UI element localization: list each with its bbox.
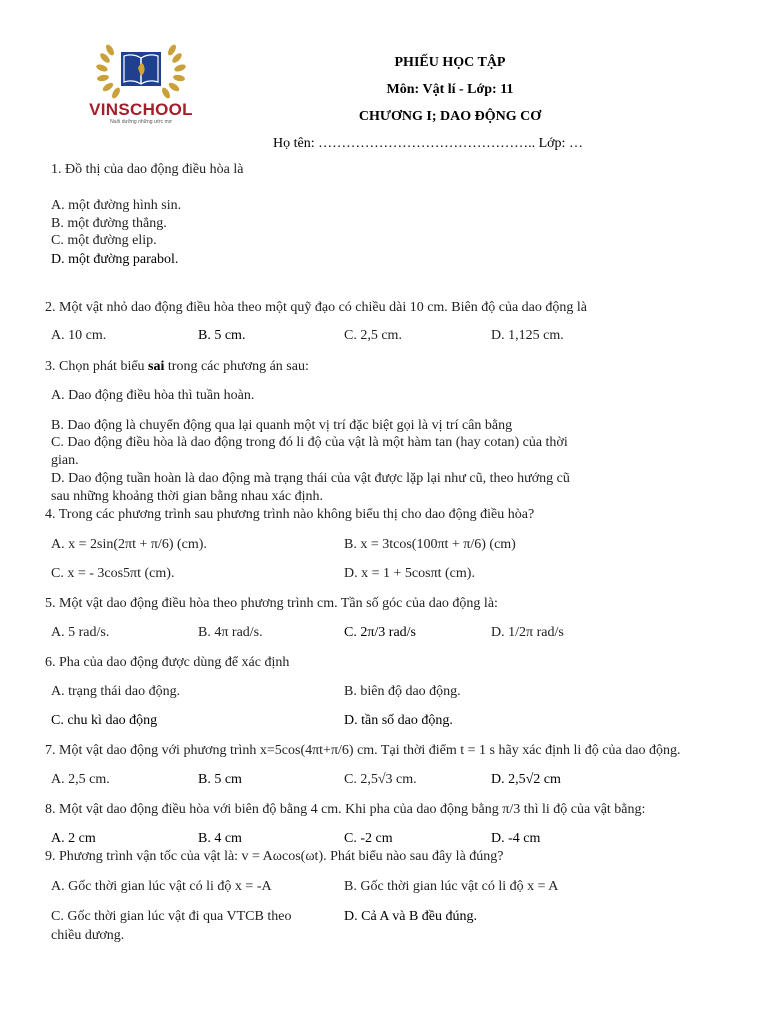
question-6-option-d: D. tần số dao động. bbox=[344, 713, 453, 728]
question-5-stem: 5. Một vật dao động điều hòa theo phương trình cm. Tần số góc của dao động là: bbox=[45, 596, 498, 611]
question-1-option-b: B. một đường thẳng. bbox=[51, 216, 167, 231]
question-3-option-c-cont: gian. bbox=[51, 453, 79, 468]
question-1-option-c: C. một đường elip. bbox=[51, 233, 157, 248]
question-3-stem: 3. Chọn phát biểu sai trong các phương án sau: bbox=[45, 359, 309, 374]
worksheet-title: PHIẾU HỌC TẬP bbox=[394, 55, 506, 70]
question-8-option-c: C. -2 cm bbox=[344, 831, 393, 846]
question-6-option-b: B. biên độ dao động. bbox=[344, 684, 461, 699]
question-6-option-c: C. chu kì dao động bbox=[51, 713, 158, 728]
question-9-option-a: A. Gốc thời gian lúc vật có li độ x = -A bbox=[51, 879, 272, 894]
question-8-option-a: A. 2 cm bbox=[51, 831, 96, 846]
subject-line: Môn: Vật lí - Lớp: 11 bbox=[386, 82, 514, 97]
question-5-option-c: C. 2π/3 rad/s bbox=[344, 625, 417, 640]
question-7-option-b: B. 5 cm bbox=[198, 772, 242, 787]
question-4-option-b: B. x = 3tcos(100πt + π/6) (cm) bbox=[344, 537, 516, 552]
question-7-stem: 7. Một vật dao động với phương trình x=5cos(4πt+π/6) cm. Tại thời điểm t = 1 s hãy xác định li độ của dao động. bbox=[45, 743, 681, 758]
question-1-option-a: A. một đường hình sin. bbox=[51, 198, 182, 213]
question-8-stem: 8. Một vật dao động điều hòa với biên độ bằng 4 cm. Khi pha của dao động bằng π/3 thì li độ của vật bằng: bbox=[45, 802, 646, 817]
question-2-option-b: B. 5 cm. bbox=[198, 328, 246, 343]
emphasis-word: sai bbox=[148, 359, 165, 374]
question-1-stem: 1. Đồ thị của dao động điều hòa là bbox=[51, 162, 244, 177]
school-name: VINSCHOOL bbox=[89, 100, 193, 119]
question-4-option-c: C. x = - 3cos5πt (cm). bbox=[51, 566, 175, 581]
question-4-option-d: D. x = 1 + 5cosπt (cm). bbox=[344, 566, 475, 581]
question-8-option-d: D. -4 cm bbox=[491, 831, 541, 846]
question-3-option-d-cont: sau những khoảng thời gian bằng nhau xác định. bbox=[51, 489, 323, 504]
school-logo bbox=[86, 38, 196, 130]
question-9-stem: 9. Phương trình vận tốc của vật là: v = Aωcos(ωt). Phát biểu nào sau đây là đúng? bbox=[45, 849, 504, 864]
question-5-option-d: D. 1/2π rad/s bbox=[491, 625, 564, 640]
question-3-option-b: B. Dao động là chuyển động qua lại quanh một vị trí đặc biệt gọi là vị trí cân bằng bbox=[51, 418, 513, 433]
question-4-stem: 4. Trong các phương trình sau phương trình nào không biểu thị cho dao động điều hòa? bbox=[45, 507, 535, 522]
question-2-option-c: C. 2,5 cm. bbox=[344, 328, 402, 343]
question-5-option-a: A. 5 rad/s. bbox=[51, 625, 110, 640]
laurel-book-icon bbox=[86, 38, 196, 100]
question-3-option-d: D. Dao động tuần hoàn là dao động mà trạng thái của vật được lặp lại như cũ, theo hướng cũ bbox=[51, 471, 570, 486]
question-9-option-c: C. Gốc thời gian lúc vật đi qua VTCB theo bbox=[51, 909, 292, 924]
question-6-stem: 6. Pha của dao động được dùng để xác định bbox=[45, 655, 290, 670]
question-5-option-b: B. 4π rad/s. bbox=[198, 625, 263, 640]
school-slogan: Nuôi dưỡng những ước mơ bbox=[110, 119, 172, 125]
question-2-option-d: D. 1,125 cm. bbox=[491, 328, 564, 343]
question-3-option-a: A. Dao động điều hòa thì tuần hoàn. bbox=[51, 388, 255, 403]
name-line: Họ tên: ……………………………………….. Lớp: … bbox=[273, 136, 583, 151]
question-2-stem: 2. Một vật nhỏ dao động điều hòa theo một quỹ đạo có chiều dài 10 cm. Biên độ của dao động là bbox=[45, 300, 587, 315]
question-1-option-d: D. một đường parabol. bbox=[51, 252, 179, 267]
chapter-title: CHƯƠNG I; DAO ĐỘNG CƠ bbox=[358, 109, 542, 124]
question-4-option-a: A. x = 2sin(2πt + π/6) (cm). bbox=[51, 537, 207, 552]
question-8-option-b: B. 4 cm bbox=[198, 831, 242, 846]
question-9-option-d: D. Cả A và B đều đúng. bbox=[344, 909, 477, 924]
question-6-option-a: A. trạng thái dao động. bbox=[51, 684, 181, 699]
question-9-option-c-cont: chiều dương. bbox=[51, 928, 125, 943]
question-7-option-c: C. 2,5√3 cm. bbox=[344, 772, 417, 787]
question-3-option-c: C. Dao động điều hòa là dao động trong đó li độ của vật là một hàm tan (hay cotan) của thời bbox=[51, 435, 568, 450]
question-9-option-b: B. Gốc thời gian lúc vật có li độ x = A bbox=[344, 879, 559, 894]
question-7-option-a: A. 2,5 cm. bbox=[51, 772, 110, 787]
question-2-option-a: A. 10 cm. bbox=[51, 328, 107, 343]
question-7-option-d: D. 2,5√2 cm bbox=[491, 772, 561, 787]
